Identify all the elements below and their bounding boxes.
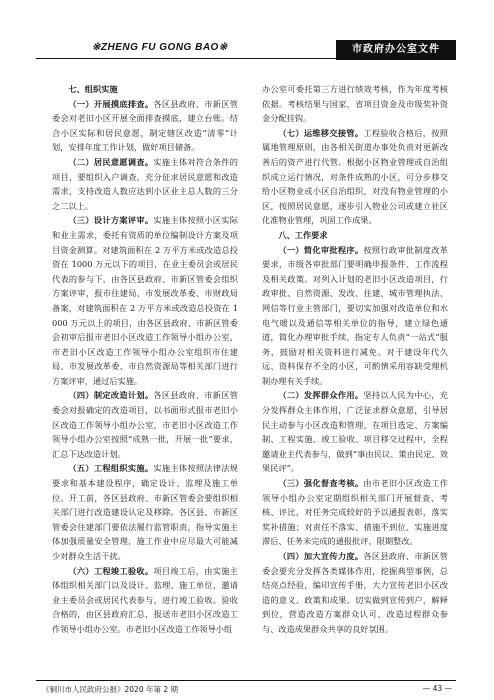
paragraph xyxy=(52,564,238,637)
paragraph-lead: （三）设计方案评审。 xyxy=(68,215,154,226)
paragraph xyxy=(262,126,448,228)
paragraph-text: 各区县政府、市新区管委会对老旧小区开展全面排查摸底，建立台账。结合小区实际和居民意愿，制定辖区改造“清零”计划，安排年度工作计划，做好项目储备。 xyxy=(52,98,238,153)
paragraph-lead: （四）制定改造计划。 xyxy=(68,390,154,401)
paragraph-lead: （七）运维移交接管。 xyxy=(278,127,364,138)
paragraph-text: 各区县政府、市新区管委会对报确定的改造项目，以书面形式报市老旧小区改造工作领导小组办公室，市老旧小区改造工作领导小组办公室按照“成熟一批，开展一批”要求，汇总下达改造计划。 xyxy=(52,390,238,459)
paragraph xyxy=(52,155,238,213)
page-header xyxy=(36,40,456,60)
right-column xyxy=(262,82,448,637)
page-number: — 43 — xyxy=(422,684,452,693)
paragraph xyxy=(52,213,238,388)
paragraph-text: 工程验收合格后，按照属地管理原则，由各相关街道办事处负责对更新改善后的资产进行代管。根据小区物业管理或自治组织成立运行情况，对条件成熟的小区，可分步移交给小区物业或小区自治组织，对没有物业管理的小区，按照居民意愿，逐步引入物业公司或建立社区化准物业管理，巩固工作成果。 xyxy=(262,127,448,226)
paragraph-lead: （六）工程竣工验收。 xyxy=(68,565,154,576)
section-badge: 市政府办公室文件 xyxy=(336,40,456,60)
paragraph xyxy=(262,476,448,549)
paragraph xyxy=(52,97,238,155)
paragraph-text: 各区县政府、市新区管委会要充分发挥各类媒体作用，挖掘典型事例，总结亮点经验，编印宣传手册，大力宣传老旧小区改造的意义、政策和成果。切实做到宣传到户，解释到位，营造改造方案群众认可、改造过程群众参与、改造成果群众共享的良好氛围。 xyxy=(262,551,448,634)
paragraph-text: 由市老旧小区改造工作领导小组办公室定期组织相关部门开展督查、考核、评比，对任务完成较好的予以通报表彰，落实奖补措施；对责任不落实、措施不到位、实施进度滞后、任务未完成的通报批评，限期整改。 xyxy=(262,478,448,547)
section-heading: 八、工作要求 xyxy=(278,229,328,240)
paragraph-lead: （二）发挥群众作用。 xyxy=(278,390,364,401)
paragraph-text: 项目竣工后，由实施主体组织相关部门以及设计、监理、施工单位，邀请业主委员会或居民代表参与，进行竣工验收。验收合格的，由区县政府汇总，报送市老旧小区改造工作领导小组办公室。市老旧小区改造工作领导小组 xyxy=(52,565,238,634)
section-heading: 七、组织实施 xyxy=(68,84,118,94)
paragraph-lead: （五）工程组织实施。 xyxy=(68,463,154,474)
paragraph-text: 实施主体对符合条件的项目，要组织入户调查，充分征求居民意愿和改造需求，支持改造人数应达到小区业主总人数的三分之二以上。 xyxy=(52,156,238,211)
paragraph-lead: （一）简化审批程序。 xyxy=(278,244,364,255)
paragraph-text: 实施主体按照小区实际和业主需求，委托有资质的单位编制设计方案及项目资金测算。对建筑面积在 2 万平方米或改造总投资在 1000 万元以下的项目，在业主委员会或居民代表的参与下，由各区县政府、市新区管委会组织方案评审，报市住建局、市发展改革委、市财政局备案，对建筑面积在 2 万平方米或改造总投资在 1000 万元以上的项目，由各区县政府、市新区管委会初审后报市老旧小区改造工作领导小组办公室，市老旧小区改造工作领导小组办公室组织市住建局、市发展改革委、市自然资源局等相关部门进行方案评审，通过后实施。 xyxy=(52,215,238,386)
header-rule xyxy=(36,58,336,59)
paragraph-lead: （四）加大宣传力度。 xyxy=(278,551,364,561)
paragraph-lead: （一）开展摸底排查。 xyxy=(68,98,154,109)
page-footer xyxy=(36,680,456,695)
paragraph-text: 实施主体按照法律法规要求和基本建设程序，确定设计、监理及施工单位。开工前，各区县政府、市新区管委会要组织相关部门进行改造建设认定及移除。各区县、市新区管委会住建部门要依法履行监管职责，指导实施主体加强质量安全管理，施工作业中应尽最大可能减少对群众生活干扰。 xyxy=(52,463,238,561)
paragraph-continued: 办公室可委托第三方进行绩效考核，作为年度考核依据。考核结果与国家、省项目资金及市级奖补资金分配挂钩。 xyxy=(262,84,448,124)
paragraph xyxy=(52,388,238,461)
paragraph-text: 按照行政审批制度改革要求，市级各审批部门要明确申报条件、工作流程及相关政策。对列入计划的老旧小区改造项目，行政审批、自然资源、发改、住建、城市管理执法、网信等行业主管部门，要切实加强对改造单位和水电气暖以及通信等相关单位的指导，建立绿色通道，简化办理审批手续，指定专人负责“一站式”服务，鼓励对相关资料进行减免。对于建设年代久远、资料保存不全的小区，可酌情采用容缺受理机制办理有关手续。 xyxy=(262,244,448,386)
paragraph xyxy=(262,549,448,637)
paragraph xyxy=(262,243,448,389)
paragraph-lead: （二）居民意愿调查。 xyxy=(68,156,154,167)
paragraph xyxy=(52,461,238,563)
paragraph-text: 坚持以人民为中心，充分发挥群众主体作用，广泛征求群众意愿，引导居民主动参与小区改造和管理，在项目选定、方案编制、工程实施、竣工验收、项目移交过程中，全程邀请业主代表参与，做到“事由民议、策由民定、效果民评”。 xyxy=(262,390,448,474)
footer-source: 《铜川市人民政府公报》2020 年第 2 期 xyxy=(42,685,179,694)
magazine-title: ※ZHENG FU GONG BAO※ xyxy=(92,42,228,53)
paragraph xyxy=(262,388,448,476)
left-column xyxy=(52,82,238,637)
paragraph-lead: （三）强化督查考核。 xyxy=(278,478,364,489)
